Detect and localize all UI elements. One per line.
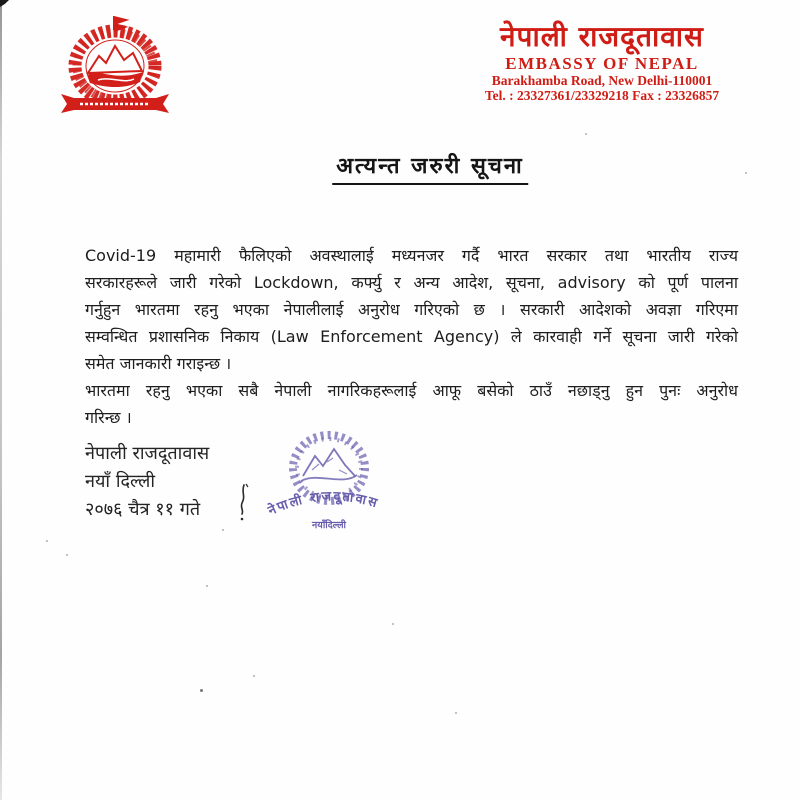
scan-speck [253, 675, 255, 677]
body-line: सम्वन्धित प्रशासनिक निकाय (Law Enforcement Agency) ले कारवाही गर्ने सूचना जारी गरेको [85, 327, 738, 346]
scan-speck [455, 712, 457, 714]
scan-speck [46, 540, 48, 542]
stamp-city-text: नयाँदिल्ली [312, 520, 346, 531]
notice-title-wrap [332, 150, 528, 185]
svg-text:नेपाली राजदूतावास [265, 489, 381, 519]
signature-org: नेपाली राजदूतावास [85, 443, 210, 464]
embassy-name-english: EMBASSY OF NEPAL [505, 54, 699, 73]
body-line: गर्नुहुन भारतमा रहनु भएका नेपालीलाई अनुरोध गरिएको छ । सरकारी आदेशको अवज्ञा गरिएमा [85, 300, 738, 319]
body-line: समेत जानकारी गराइन्छ । [85, 354, 232, 373]
embassy-name-devanagari: नेपाली राजदूतावास [500, 20, 704, 53]
scan-speck [200, 689, 203, 692]
letterhead [452, 22, 752, 103]
scan-speck [392, 623, 394, 625]
body-line: गरिन्छ । [85, 408, 132, 427]
body-line: सरकारहरूले जारी गरेको Lockdown, कर्फ्यु र अन्य आदेश, सूचना, advisory को पूर्ण पालना [85, 273, 738, 292]
signature-date: २०७६ चैत्र ११ गते [85, 499, 201, 520]
signature-ink-mark [237, 483, 251, 527]
signature-block [85, 440, 209, 524]
embassy-contact: Tel. : 23327361/23329218 Fax : 23326857 [484, 88, 720, 103]
embassy-seal-icon [257, 424, 397, 532]
body-line: Covid-19 महामारी फैलिएको अवस्थालाई मध्यनजर गर्दै भारत सरकार तथा भारतीय राज्य [85, 246, 738, 265]
scan-speck [745, 172, 747, 174]
scan-edge-artifact [0, 0, 2, 800]
body-line: भारतमा रहनु भएका सबै नेपाली नागरिकहरूलाई आफू बसेको ठाउँ नछाड्नु हुन पुनः अनुरोध [85, 381, 738, 400]
notice-body [85, 242, 738, 431]
scan-speck [66, 554, 68, 556]
scan-speck [206, 585, 208, 587]
stamp-org-text: नेपाली राजदूतावास [266, 489, 381, 519]
scan-speck [585, 133, 587, 135]
scan-speck [222, 529, 224, 531]
signature-city: नयाँ दिल्ली [85, 471, 156, 492]
embassy-address: Barakhamba Road, New Delhi-110001 [491, 73, 713, 88]
nepal-coat-of-arms-icon [54, 16, 176, 120]
notice-title: अत्यन्त जरुरी सूचना [332, 150, 528, 185]
scan-corner-artifact [0, 0, 9, 7]
